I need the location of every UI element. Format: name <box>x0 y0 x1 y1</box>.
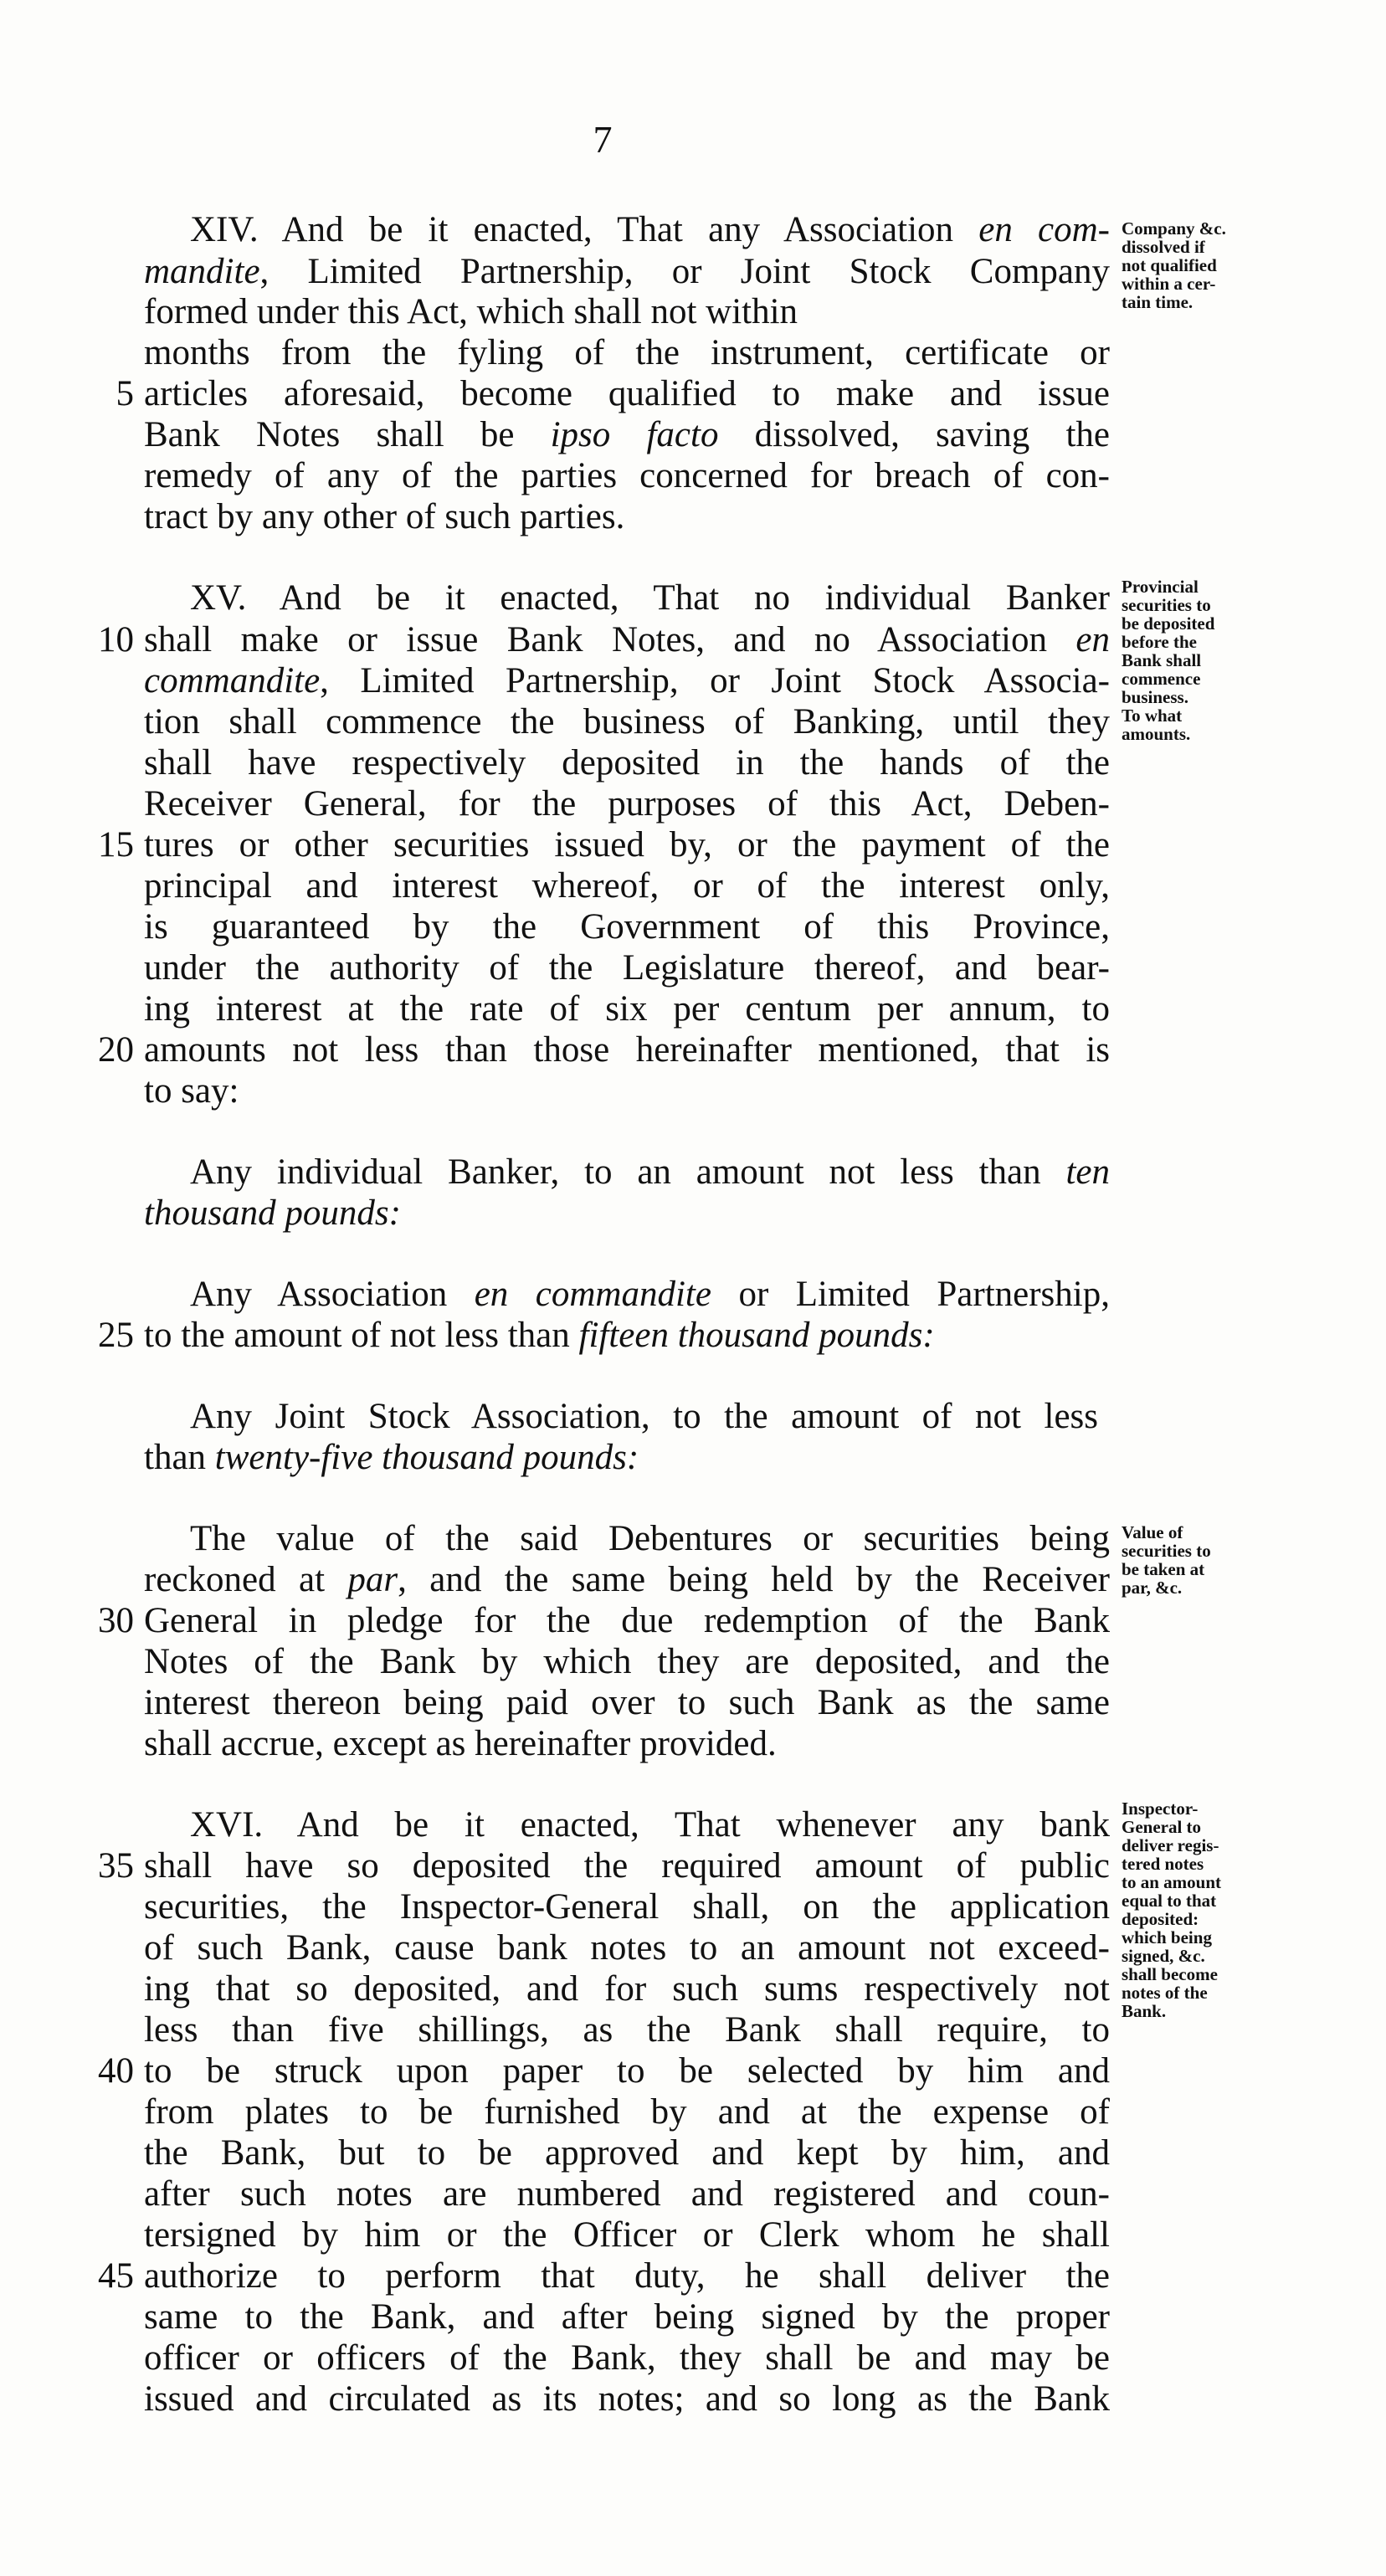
line-text: , Limited Partnership, or Joint Stock Associa- <box>320 661 1110 700</box>
line-text: to the amount of not less than <box>144 1316 579 1355</box>
margin-note-line: dissolved if <box>1122 237 1205 257</box>
text-line <box>144 1600 1110 1642</box>
text-line <box>190 209 1110 251</box>
line-text: shall have so deposited the required amount of public <box>144 1846 1110 1886</box>
text-line <box>144 2173 1110 2215</box>
margin-note-line: tered notes <box>1122 1854 1204 1874</box>
margin-note-line: To what <box>1122 706 1183 726</box>
text-line <box>144 783 1110 825</box>
text-line <box>144 1886 1110 1928</box>
text-line <box>190 1518 1110 1560</box>
line-text: from plates to be furnished by and at the expense of <box>144 2092 1110 2132</box>
italic-text: en com- <box>978 210 1110 249</box>
line-text: XVI. And be it enacted, That whenever any bank <box>190 1805 1110 1845</box>
margin-note-line: Bank. <box>1122 2001 1167 2021</box>
line-text: shall have respectively deposited in the hands of the <box>144 743 1110 783</box>
line-text: to say: <box>144 1071 239 1111</box>
margin-note-line: signed, &c. <box>1122 1946 1205 1966</box>
line-text: of such Bank, cause bank notes to an amount not exceed- <box>144 1928 1110 1968</box>
text-line <box>144 988 1110 1030</box>
text-line <box>144 906 1110 948</box>
margin-note-line: deposited: <box>1122 1909 1199 1929</box>
line-text: tersigned by him or the Officer or Clerk whom he shall <box>144 2215 1110 2255</box>
margin-note-line: Provincial <box>1122 577 1199 597</box>
italic-text: en commandite <box>474 1275 711 1314</box>
italic-text: mandite <box>144 252 260 291</box>
line-number: 15 <box>98 825 134 865</box>
line-text: principal and interest whereof, or of the interest only, <box>144 866 1110 906</box>
text-line <box>144 2337 1110 2379</box>
line-number: 10 <box>98 620 134 659</box>
text-line <box>144 1682 1110 1724</box>
margin-note-line: which being <box>1122 1927 1212 1947</box>
text-line <box>144 701 1110 743</box>
line-text: less than five shillings, as the Bank shall require, to <box>144 2010 1110 2050</box>
page-number: 7 <box>593 118 613 161</box>
line-text: reckoned at <box>144 1560 348 1599</box>
line-text: officer or officers of the Bank, they shall be and may be <box>144 2338 1110 2378</box>
text-line <box>144 373 1110 415</box>
line-text: articles aforesaid, become qualified to make and issue <box>144 374 1110 413</box>
margin-note-line: before the <box>1122 632 1197 652</box>
line-number: 25 <box>98 1316 134 1355</box>
line-text: shall make or issue Bank Notes, and no Association <box>144 620 1076 659</box>
line-text: tract by any other of such parties. <box>144 497 625 536</box>
text-line <box>144 2296 1110 2338</box>
line-number: 45 <box>98 2256 134 2296</box>
text-line <box>144 251 1110 293</box>
line-text: Any Association <box>190 1275 475 1314</box>
margin-note-line: amounts. <box>1122 724 1191 744</box>
line-text: to be struck upon paper to be selected by him and <box>144 2051 1110 2091</box>
margin-note-line: notes of the <box>1122 1983 1208 2003</box>
margin-note <box>1122 219 1373 311</box>
line-text: securities, the Inspector-General shall, on the application <box>144 1887 1110 1927</box>
text-line <box>144 1315 1110 1357</box>
line-number: 40 <box>98 2051 134 2091</box>
margin-note-line: commence <box>1122 669 1201 689</box>
text-line <box>190 1396 1098 1438</box>
line-number: 20 <box>98 1030 134 1070</box>
text-line <box>144 1968 1110 2010</box>
margin-note <box>1122 1799 1373 2020</box>
line-text: amounts not less than those hereinafter mentioned, that is <box>144 1030 1110 1070</box>
text-line <box>144 1437 1110 1479</box>
text-line <box>144 2009 1110 2051</box>
line-text: ing that so deposited, and for such sums respectively not <box>144 1969 1110 2009</box>
margin-note-line: business. <box>1122 687 1188 707</box>
line-number: 30 <box>98 1601 134 1640</box>
text-line <box>144 1845 1110 1887</box>
text-line <box>144 2255 1110 2297</box>
line-text: is guaranteed by the Government of this Province, <box>144 907 1110 947</box>
line-text: shall accrue, except as hereinafter provided. <box>144 1724 777 1763</box>
text-line <box>144 291 889 333</box>
text-line <box>144 619 1110 661</box>
line-text: XV. And be it enacted, That no individual Banker <box>190 578 1110 618</box>
text-line <box>144 947 1110 989</box>
text-line <box>144 1029 1110 1071</box>
line-text: the Bank, but to be approved and kept by him, and <box>144 2133 1110 2173</box>
line-text: authorize to perform that duty, he shall deliver the <box>144 2256 1110 2296</box>
line-text: months from the fyling of the instrument, certificate or <box>144 333 1110 372</box>
line-text: after such notes are numbered and registered and coun- <box>144 2174 1110 2214</box>
line-text: The value of the said Debentures or securities being <box>190 1519 1110 1558</box>
margin-note-line: par, &c. <box>1122 1578 1183 1598</box>
text-line <box>144 2132 1110 2174</box>
text-line <box>190 577 1110 619</box>
line-text: , Limited Partnership, or Joint Stock Company <box>259 252 1110 291</box>
margin-note-line: Company &c. <box>1122 218 1226 239</box>
line-text: Notes of the Bank by which they are deposited, and the <box>144 1642 1110 1681</box>
line-text: than <box>144 1438 215 1477</box>
margin-note-line: equal to that <box>1122 1891 1217 1911</box>
line-text: , and the same being held by the Receiver <box>398 1560 1110 1599</box>
text-line <box>190 1152 1110 1193</box>
text-line <box>144 496 1110 538</box>
line-text: remedy of any of the parties concerned for breach of con- <box>144 456 1110 495</box>
margin-note-line: General to <box>1122 1817 1202 1837</box>
line-text: ing interest at the rate of six per centum per annum, to <box>144 989 1110 1029</box>
text-line <box>144 2214 1110 2256</box>
margin-note-line: not qualified <box>1122 255 1217 275</box>
margin-note-line: securities to <box>1122 595 1211 615</box>
text-line <box>190 1274 1110 1316</box>
italic-text: ipso facto <box>550 415 719 454</box>
text-line <box>144 332 1110 374</box>
italic-text: fifteen thousand pounds: <box>578 1316 935 1355</box>
margin-note <box>1122 577 1373 743</box>
text-line <box>144 1193 1110 1234</box>
text-line <box>144 1070 1110 1112</box>
italic-text: commandite <box>144 661 321 700</box>
margin-note-line: to an amount <box>1122 1872 1222 1892</box>
line-text: tures or other securities issued by, or the payment of the <box>144 825 1110 865</box>
text-line <box>144 1559 1110 1601</box>
margin-note-line: Inspector- <box>1122 1799 1199 1819</box>
italic-text: ten <box>1065 1152 1110 1192</box>
line-text: same to the Bank, and after being signed by the proper <box>144 2297 1110 2337</box>
margin-note-line: within a cer- <box>1122 274 1216 294</box>
text-line <box>190 1804 1110 1846</box>
line-text: under the authority of the Legislature thereof, and bear- <box>144 948 1110 988</box>
text-line <box>144 2050 1110 2092</box>
line-number: 5 <box>116 374 134 413</box>
line-text: Receiver General, for the purposes of this Act, Deben- <box>144 784 1110 824</box>
margin-note-line: be deposited <box>1122 613 1215 634</box>
text-line <box>144 1641 1110 1683</box>
margin-note-line: shall become <box>1122 1964 1218 1984</box>
text-line <box>144 2378 1110 2420</box>
margin-note-line: Bank shall <box>1122 650 1202 670</box>
line-text: General in pledge for the due redemption of the Bank <box>144 1601 1110 1640</box>
text-line <box>144 1927 1110 1969</box>
line-text: interest thereon being paid over to such Bank as the same <box>144 1683 1110 1722</box>
text-line <box>144 865 1110 907</box>
text-line <box>144 742 1110 784</box>
line-text: Bank Notes shall be <box>144 415 551 454</box>
text-line <box>144 2091 1110 2133</box>
margin-note-line: securities to <box>1122 1541 1211 1561</box>
line-text: tion shall commence the business of Banking, until they <box>144 702 1110 741</box>
line-text: or Limited Partnership, <box>711 1275 1110 1314</box>
text-line <box>144 824 1110 866</box>
line-text: formed under this Act, which shall not within <box>144 292 798 331</box>
margin-note <box>1122 1523 1373 1597</box>
text-line <box>144 455 1110 497</box>
line-text: issued and circulated as its notes; and so long as the Bank <box>144 2379 1110 2419</box>
italic-text: en <box>1075 620 1110 659</box>
line-number: 35 <box>98 1846 134 1886</box>
margin-note-line: be taken at <box>1122 1559 1205 1579</box>
line-text: XIV. And be it enacted, That any Association <box>190 210 979 249</box>
text-line <box>144 414 1110 456</box>
text-line <box>144 1723 1110 1765</box>
italic-text: thousand pounds: <box>144 1193 401 1233</box>
text-line <box>144 660 1110 702</box>
margin-note-line: Value of <box>1122 1522 1183 1542</box>
line-text: dissolved, saving the <box>718 415 1110 454</box>
italic-text: twenty-five thousand pounds: <box>214 1438 639 1477</box>
margin-note-line: deliver regis- <box>1122 1835 1219 1855</box>
line-text: Any individual Banker, to an amount not less than <box>190 1152 1066 1192</box>
italic-text: par <box>347 1560 398 1599</box>
margin-note-line: tain time. <box>1122 292 1194 312</box>
line-text: Any Joint Stock Association, to the amount of not less <box>190 1397 1098 1436</box>
